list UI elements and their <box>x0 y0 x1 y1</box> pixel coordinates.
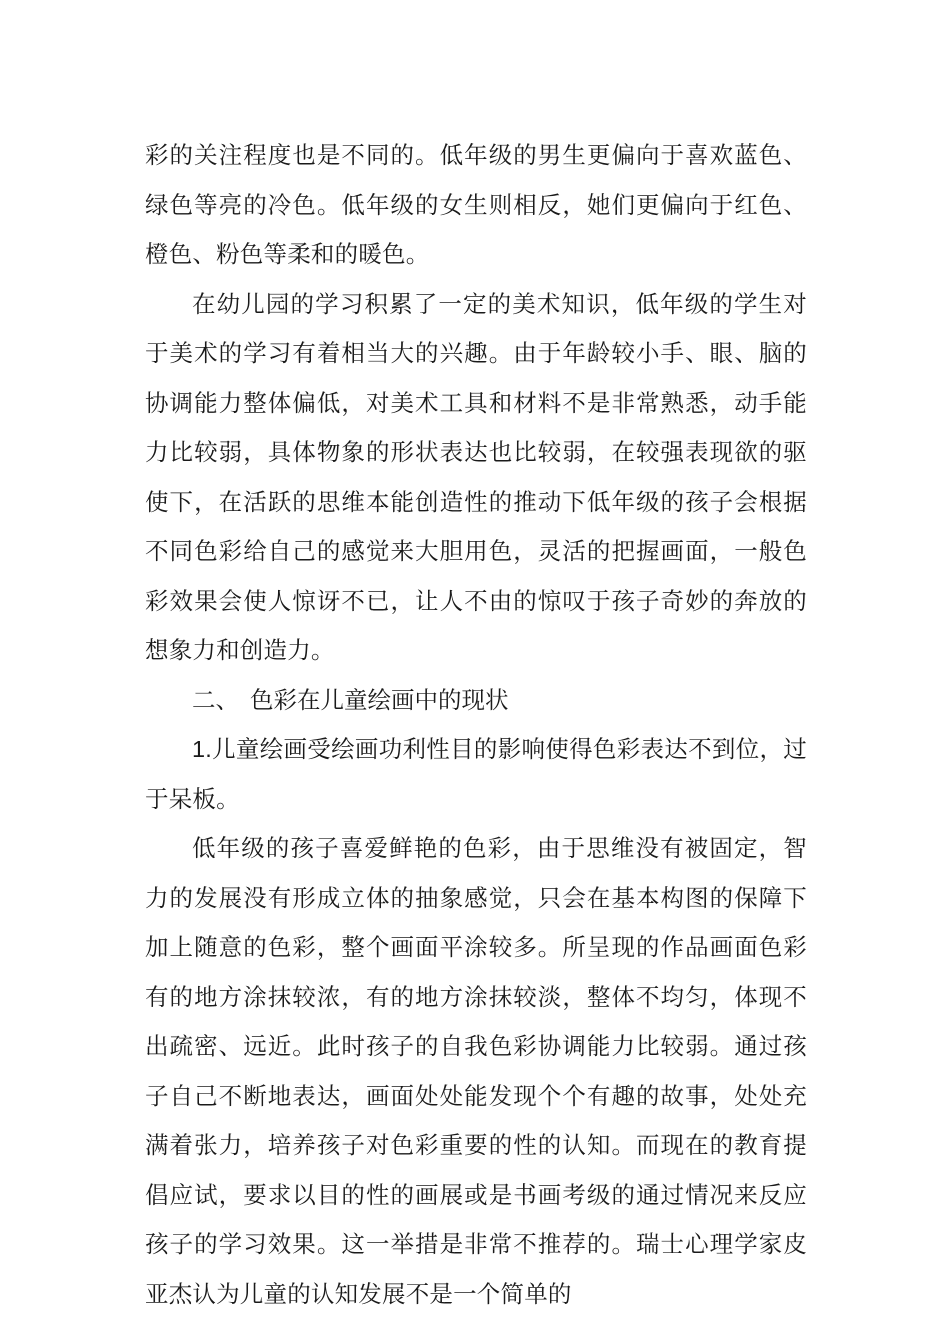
subsection-text: 儿童绘画受绘画功利性目的影响使得色彩表达不到位，过于呆板。 <box>145 735 807 813</box>
paragraph-color-preference: 彩的关注程度也是不同的。低年级的男生更偏向于喜欢蓝色、绿色等亮的冷色。低年级的女生则相反，她们更偏向于红色、橙色、粉色等柔和的暖色。 <box>145 141 807 268</box>
paragraph-kindergarten-learning: 在幼儿园的学习积累了一定的美术知识，低年级的学生对于美术的学习有着相当大的兴趣。由于年龄较小手、眼、脑的协调能力整体偏低，对美术工具和材料不是非常熟悉，动手能力比较弱，具体物象的形状表达也比较弱，在较强表现欲的驱使下，在活跃的思维本能创造性的推动下低年级的孩子会根据不同色彩给自己的感觉来大胆用色，灵活的把握画面，一般色彩效果会使人惊讶不已，让人不由的惊叹于孩子奇妙的奔放的想象力和创造力。 <box>145 289 807 664</box>
subsection-heading <box>145 725 807 824</box>
section-heading-number: 二、 <box>192 685 239 714</box>
paragraph-color-usage: 低年级的孩子喜爱鲜艳的色彩，由于思维没有被固定，智力的发展没有形成立体的抽象感觉，只会在基本构图的保障下加上随意的色彩，整个画面平涂较多。所呈现的作品画面色彩有的地方涂抹较浓，有的地方涂抹较淡，整体不均匀，体现不出疏密、远近。此时孩子的自我色彩协调能力比较弱。通过孩子自己不断地表达，画面处处能发现个个有趣的故事，处处充满着张力，培养孩子对色彩重要的性的认知。而现在的教育提倡应试，要求以目的性的画展或是书画考级的通过情况来反应孩子的学习效果。这一举措是非常不推荐的。瑞士心理学家皮亚杰认为儿童的认知发展不是一个简单的 <box>145 834 807 1308</box>
subsection-number: 1. <box>192 736 212 762</box>
section-heading <box>145 676 807 726</box>
document-body <box>145 131 807 1319</box>
section-heading-title: 色彩在儿童绘画中的现状 <box>250 685 509 714</box>
